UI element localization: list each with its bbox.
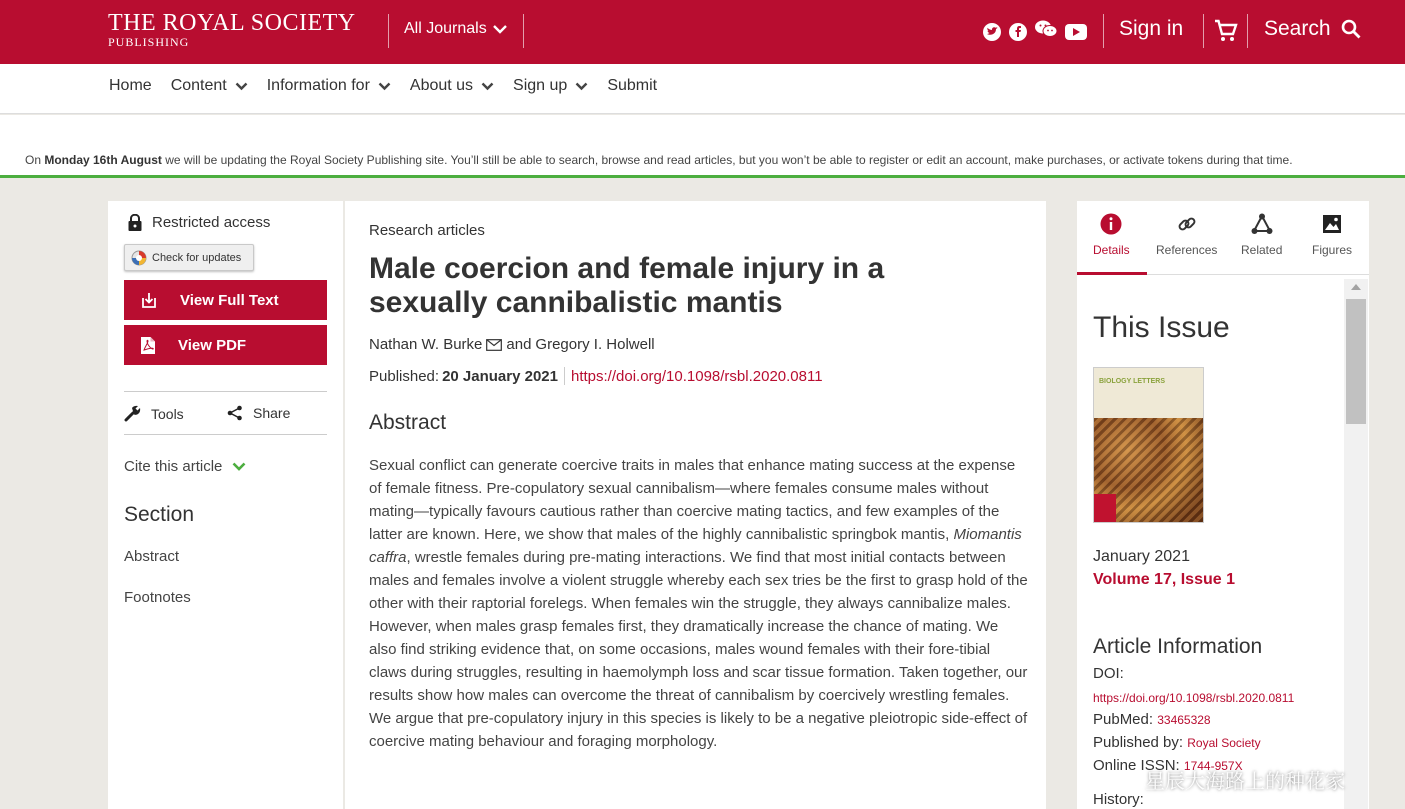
search-button[interactable] <box>1264 17 1361 41</box>
sidebar-divider <box>124 434 327 435</box>
wechat-icon[interactable] <box>1035 20 1057 43</box>
check-for-updates-label: Check for updates <box>152 251 242 264</box>
article-type: Research articles <box>369 222 485 239</box>
tab-figures-label: Figures <box>1312 243 1353 257</box>
all-journals-label: All Journals <box>404 20 487 37</box>
section-link-abstract[interactable]: Abstract <box>124 548 180 565</box>
search-icon <box>1341 19 1361 39</box>
species-name: Miomantis caffra <box>369 526 1022 566</box>
maintenance-notice <box>0 115 1405 178</box>
details-tabs <box>1077 201 1369 275</box>
abstract-text: Sexual conflict can generate coercive traits in males that enhance mating success at the expense of female fitness. Pre-copulatory sexual cannibalism—where females consume males without mating—typically favours cautious rather than coercive mating tactics, and few examples of the latter are known. Here, we show that males of the highly cannibalistic springbok mantis, Miomantis caffra, wrestle females during pre-mating interactions. We find that most initial contacts between males and females involve a violent struggle whereby each sex tries be the first to grasp hold of the other with their raptorial forelegs. When females win the struggle, they always cannibalize males. However, when males grasp females first, they dramatically increase the chance of mating. We also find striking evidence that, on some occasions, males wound females with their fore-tibial claws during struggles, resulting in haemolymph loss and scar tissue formation. Taken together, our results show how males can overcome the threat of cannibalism by coercively wrestling females. We argue that pre-copulatory injury in this species is likely to be a negative pleiotropic side-effect of coercive mating behaviour and foraging morphology. <box>369 457 1028 750</box>
active-tab-indicator <box>1077 272 1147 275</box>
published-by-link[interactable]: Royal Society <box>1187 736 1261 750</box>
nav-item-content[interactable] <box>171 77 248 95</box>
wrench-icon <box>124 405 141 422</box>
scrollbar-thumb[interactable] <box>1346 299 1366 424</box>
chevron-down-icon <box>493 24 507 34</box>
issue-volume-link[interactable]: Volume 17, Issue 1 <box>1093 571 1235 588</box>
publication-divider <box>564 367 565 385</box>
logo-main-text: THE ROYAL SOCIETY <box>108 10 356 36</box>
view-full-text-button[interactable] <box>124 280 327 320</box>
social-links <box>983 20 1087 43</box>
online-issn-label: Online ISSN: <box>1093 757 1180 774</box>
view-full-text-label: View Full Text <box>180 291 279 309</box>
nav-item-sign-up[interactable] <box>513 77 588 95</box>
author-separator: and <box>506 336 532 353</box>
tools-label: Tools <box>151 405 184 422</box>
section-link-footnotes[interactable]: Footnotes <box>124 589 191 606</box>
author-link[interactable]: Gregory I. Holwell <box>535 336 655 353</box>
view-pdf-label: View PDF <box>178 336 247 354</box>
all-journals-dropdown[interactable] <box>404 20 507 38</box>
pubmed-link[interactable]: 33465328 <box>1157 713 1211 727</box>
online-issn-value: 1744-957X <box>1183 759 1243 773</box>
view-pdf-button[interactable] <box>124 325 327 365</box>
share-label: Share <box>253 405 291 421</box>
chevron-down-icon <box>575 82 588 91</box>
search-label: Search <box>1264 17 1331 40</box>
doi-label: DOI: <box>1093 665 1124 682</box>
logo-sub-text: PUBLISHING <box>108 35 190 49</box>
nav-item-information-for[interactable] <box>267 77 391 95</box>
author-link[interactable]: Nathan W. Burke <box>369 336 483 353</box>
header-divider <box>1203 14 1204 48</box>
chevron-down-icon <box>378 82 391 91</box>
publication-info <box>369 367 823 385</box>
nav-item-label: Content <box>170 77 227 94</box>
article-authors <box>369 336 655 353</box>
nav-item-label: Sign up <box>513 77 568 94</box>
this-issue-heading: This Issue <box>1093 311 1230 344</box>
sign-in-link[interactable]: Sign in <box>1119 17 1184 40</box>
cover-publisher-badge <box>1094 494 1116 523</box>
chevron-down-icon <box>481 82 494 91</box>
link-icon <box>1176 213 1198 235</box>
cart-icon[interactable] <box>1214 19 1238 48</box>
restricted-access <box>128 214 270 231</box>
doi-value-link[interactable]: https://doi.org/10.1098/rsbl.2020.0811 <box>1093 691 1295 705</box>
article-information-heading: Article Information <box>1093 635 1263 658</box>
watermark-text: 星辰大海路上的种花家 <box>1145 771 1345 793</box>
share-button[interactable] <box>227 405 290 421</box>
header-divider <box>1247 14 1248 48</box>
sidebar-divider <box>124 391 327 392</box>
nav-item-label: About us <box>409 77 474 94</box>
cite-this-article-label: Cite this article <box>124 458 223 475</box>
check-for-updates-button[interactable] <box>124 244 254 271</box>
related-icon <box>1251 213 1273 235</box>
article-main <box>345 201 1046 809</box>
left-sidebar <box>108 201 343 809</box>
article-title: Male coercion and female injury in a sexually cannibalistic mantis <box>369 252 885 319</box>
header-divider <box>388 14 389 48</box>
royal-society-logo[interactable] <box>108 11 356 49</box>
pdf-icon <box>140 336 156 355</box>
header-divider <box>1103 14 1104 48</box>
history-label: History: <box>1093 791 1144 808</box>
published-by-label: Published by: <box>1093 734 1184 751</box>
top-header-bar <box>0 0 1405 64</box>
restricted-access-label: Restricted access <box>152 214 271 231</box>
nav-item-label: Home <box>109 77 152 94</box>
cover-journal-title: BIOLOGY LETTERS <box>1099 378 1165 385</box>
header-divider <box>523 14 524 48</box>
nav-item-about-us[interactable] <box>410 77 494 95</box>
published-by-row <box>1093 734 1261 751</box>
tab-details[interactable] <box>1093 213 1130 257</box>
facebook-icon[interactable] <box>1009 23 1027 41</box>
share-icon <box>227 405 243 421</box>
twitter-icon[interactable] <box>983 23 1001 41</box>
tab-references[interactable] <box>1156 213 1217 257</box>
tab-related[interactable] <box>1241 213 1282 257</box>
nav-item-home[interactable] <box>109 77 152 95</box>
pubmed-label: PubMed: <box>1093 711 1154 728</box>
chevron-down-icon <box>232 462 246 471</box>
tab-details-label: Details <box>1093 243 1130 257</box>
issue-date: January 2021 <box>1093 548 1190 565</box>
doi-value-row <box>1093 689 1294 706</box>
crossmark-icon <box>131 250 147 266</box>
doi-link[interactable]: https://doi.org/10.1098/rsbl.2020.0811 <box>570 367 823 385</box>
pubmed-row <box>1093 711 1211 728</box>
scroll-up-arrow[interactable] <box>1351 284 1361 290</box>
right-sidebar <box>1077 201 1369 809</box>
panel-scrollbar[interactable] <box>1344 279 1368 809</box>
download-icon <box>140 291 158 309</box>
nav-item-label: Submit <box>607 77 658 94</box>
nav-item-label: Information for <box>266 77 370 94</box>
email-icon[interactable] <box>486 339 502 351</box>
chevron-down-icon <box>235 82 248 91</box>
youtube-icon[interactable] <box>1065 24 1087 40</box>
nav-item-submit[interactable] <box>607 77 657 95</box>
notice-text: On Monday 16th August we will be updating the Royal Society Publishing site. You’ll still be able to search, browse and read articles, but you won’t be able to register or edit an account, make purchases, or activate tokens during that time. <box>25 153 1293 167</box>
published-label: Published: <box>369 367 440 385</box>
lock-icon <box>128 214 142 231</box>
cite-this-article-toggle[interactable] <box>124 458 246 475</box>
tab-references-label: References <box>1156 243 1218 257</box>
image-icon <box>1321 213 1343 235</box>
info-icon <box>1100 213 1122 235</box>
tab-figures[interactable] <box>1312 213 1352 257</box>
tab-related-label: Related <box>1241 243 1283 257</box>
abstract-heading: Abstract <box>369 411 447 434</box>
tools-button[interactable] <box>124 405 184 422</box>
journal-cover-image[interactable] <box>1093 367 1204 523</box>
main-nav <box>0 64 1405 114</box>
section-heading: Section <box>124 503 195 526</box>
published-date: 20 January 2021 <box>442 367 558 385</box>
